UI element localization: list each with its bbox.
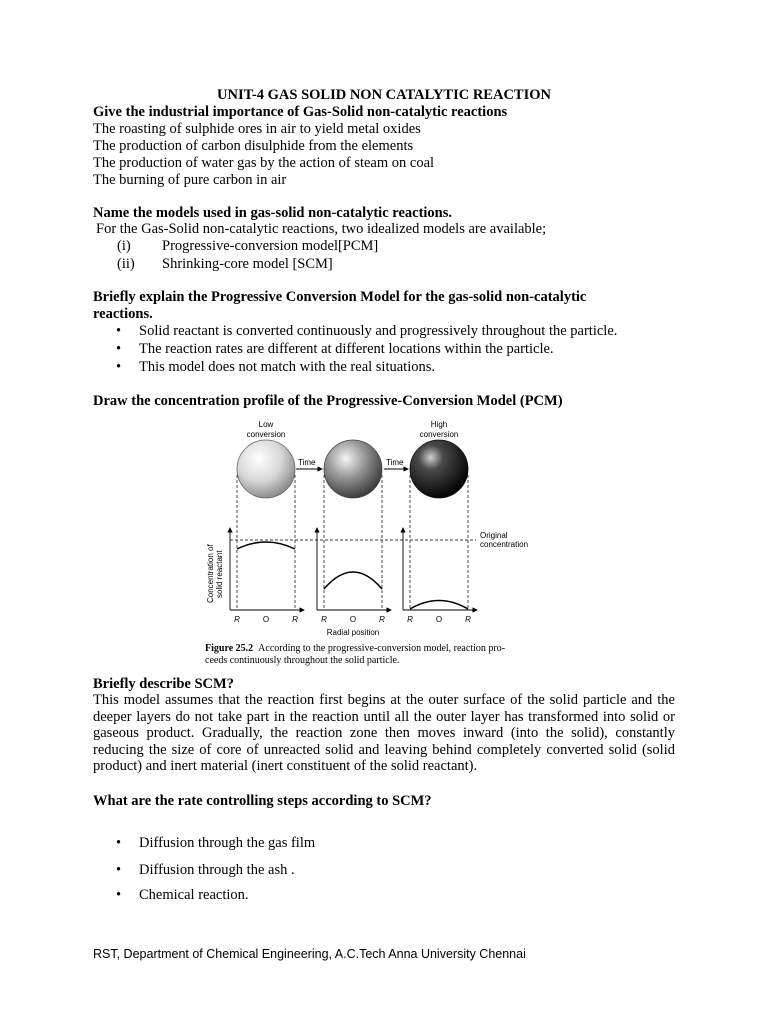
original-label-2: concentration xyxy=(480,540,529,549)
high-label-1: High xyxy=(430,420,448,429)
bullet-icon: • xyxy=(116,835,122,851)
low-label-2: conversion xyxy=(246,430,286,439)
svg-text:O: O xyxy=(349,615,357,624)
high-conversion-sphere xyxy=(410,440,468,498)
tick-labels xyxy=(234,615,471,624)
q5-body: This model assumes that the reaction first begins at the outer surface of the solid particle and the deeper layers do not take part in the reaction until all the outer layer has transformed into solid or gaseous product. Gradually, the reaction zone then moves inward (into the solid), constantly reducing the size of core of unreacted solid and leaving behind completely converted solid (solid product) and inert material (inert constituent of the solid reactant). xyxy=(93,692,675,775)
svg-text:R: R xyxy=(465,615,471,624)
q2-item-1-text: Progressive-conversion model[PCM] xyxy=(162,238,379,254)
q2-intro: For the Gas-Solid non-catalytic reactions, two idealized models are available; xyxy=(96,221,547,237)
time-label-2: Time xyxy=(386,458,404,467)
q6-heading: What are the rate controlling steps according to SCM? xyxy=(93,793,432,809)
svg-text:R: R xyxy=(321,615,327,624)
bullet-icon: • xyxy=(116,323,122,339)
q1-line-1: The roasting of sulphide ores in air to yield metal oxides xyxy=(93,121,421,137)
svg-text:R: R xyxy=(292,615,298,624)
caption-bold: Figure 25.2 xyxy=(205,643,254,654)
q2-item-2-num: (ii) xyxy=(117,256,135,272)
q3-heading-line-2: reactions. xyxy=(93,306,153,322)
q4-heading: Draw the concentration profile of the Progressive-Conversion Model (PCM) xyxy=(93,393,563,409)
caption-line-1: According to the progressive-conversion model, reaction pro- xyxy=(258,643,506,654)
q1-heading: Give the industrial importance of Gas-Solid non-catalytic reactions xyxy=(93,104,508,120)
bullet-icon: • xyxy=(116,341,122,357)
q3-bullet-1: Solid reactant is converted continuously and progressively throughout the particle. xyxy=(139,323,618,339)
low-label-1: Low xyxy=(258,420,274,429)
ylabel-2: solid reactant xyxy=(215,550,224,598)
page-footer: RST, Department of Chemical Engineering, A.C.Tech Anna University Chennai xyxy=(93,947,526,961)
ylabel-1: Concentration of xyxy=(206,544,215,603)
svg-text:O: O xyxy=(435,615,443,624)
figure-caption xyxy=(205,643,545,667)
profile-curve-mid xyxy=(324,572,382,589)
mid-conversion-sphere xyxy=(324,440,382,498)
pcm-figure xyxy=(200,415,545,640)
bullet-icon: • xyxy=(116,359,122,375)
xlabel: Radial position xyxy=(326,628,380,637)
high-label-2: conversion xyxy=(419,430,459,439)
svg-text:R: R xyxy=(379,615,385,624)
q3-heading-line-1: Briefly explain the Progressive Conversion Model for the gas-solid non-catalytic xyxy=(93,289,587,305)
svg-text:O: O xyxy=(262,615,270,624)
q5-heading: Briefly describe SCM? xyxy=(93,676,234,692)
low-conversion-sphere xyxy=(237,440,295,498)
svg-text:R: R xyxy=(407,615,413,624)
original-label-1: Original xyxy=(480,531,508,540)
q2-item-2-text: Shrinking-core model [SCM] xyxy=(162,256,333,272)
q1-line-2: The production of carbon disulphide from the elements xyxy=(93,138,414,154)
q3-bullet-2: The reaction rates are different at different locations within the particle. xyxy=(139,341,554,357)
q6-bullet-2: Diffusion through the ash . xyxy=(139,862,295,878)
bullet-icon: • xyxy=(116,887,122,903)
q6-bullet-1: Diffusion through the gas film xyxy=(139,835,316,851)
q3-bullet-3: This model does not match with the real situations. xyxy=(139,359,435,375)
time-label-1: Time xyxy=(298,458,316,467)
svg-text:R: R xyxy=(234,615,240,624)
caption-line-2: ceeds continuously throughout the solid particle. xyxy=(205,655,400,666)
bullet-icon: • xyxy=(116,862,122,878)
profile-curve-low xyxy=(237,542,295,549)
q2-heading: Name the models used in gas-solid non-catalytic reactions. xyxy=(93,205,453,221)
q1-line-3: The production of water gas by the action of steam on coal xyxy=(93,155,435,171)
q1-line-4: The burning of pure carbon in air xyxy=(93,172,287,188)
q2-item-1-num: (i) xyxy=(117,238,131,254)
page-title: UNIT-4 GAS SOLID NON CATALYTIC REACTION xyxy=(217,87,551,103)
profile-curve-high xyxy=(410,601,468,610)
q6-bullet-3: Chemical reaction. xyxy=(139,887,249,903)
